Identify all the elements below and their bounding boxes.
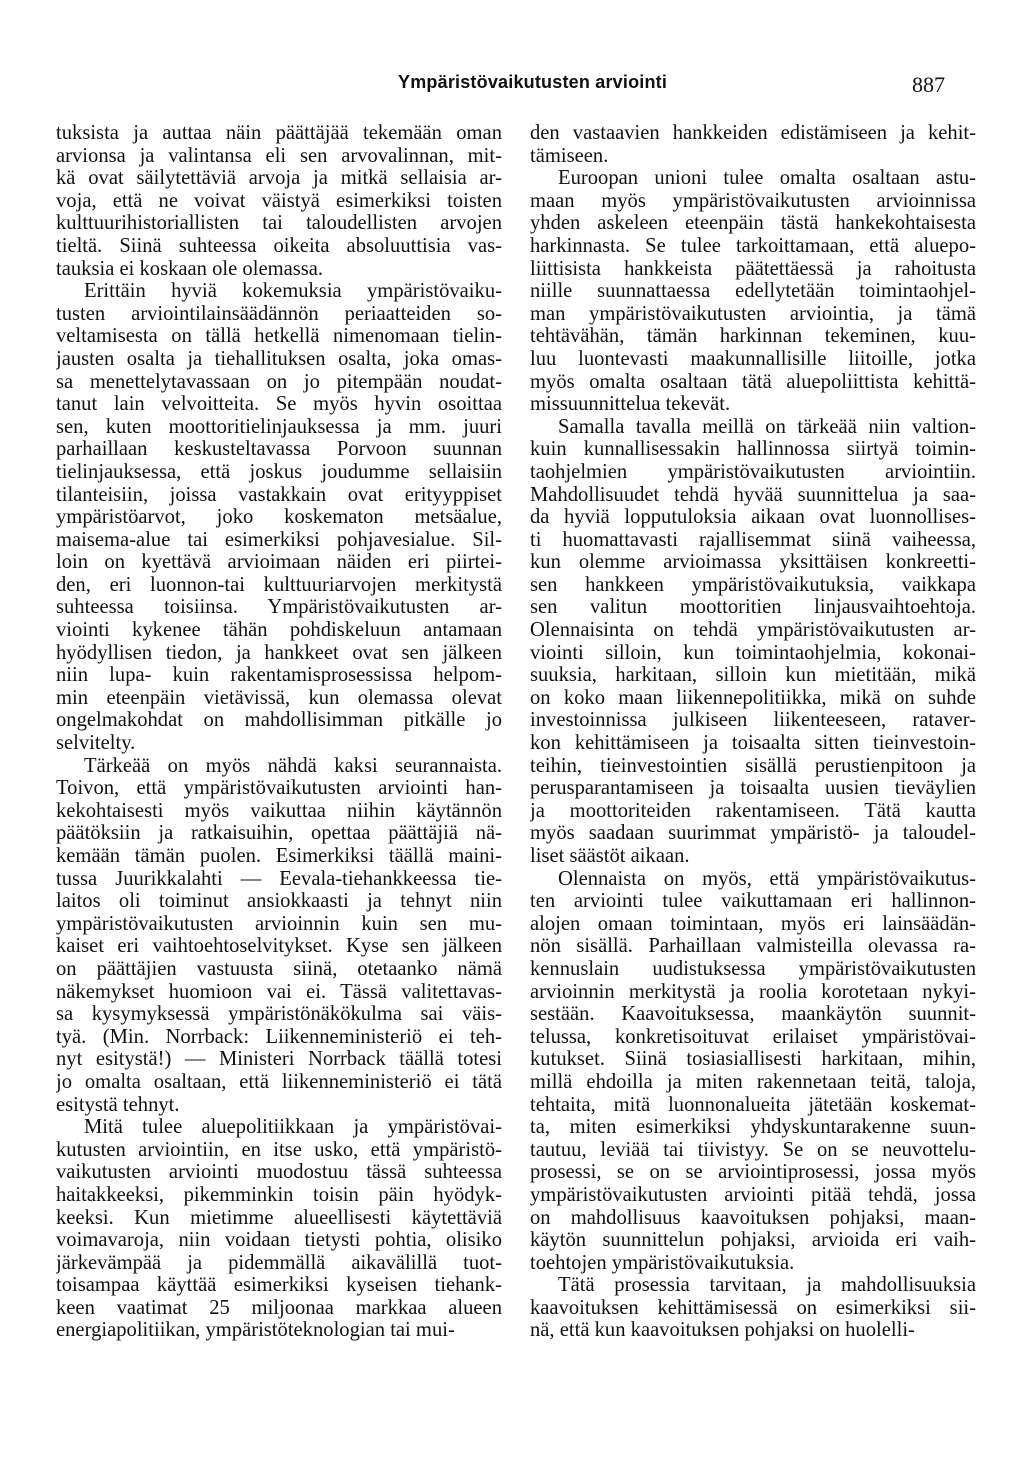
text-line: ympäristövaikutusten arviointi pitää tehdä, jossa	[530, 1183, 976, 1206]
text-line: tieltä. Siinä suhteessa oikeita absoluuttisia vas-	[56, 234, 502, 257]
running-title: Ympäristövaikutusten arviointi	[398, 72, 668, 92]
text-line: kaiset eri vaihtoehtoselvitykset. Kyse sen jälkeen	[56, 935, 502, 958]
text-line: millä ehdoilla ja miten rakennetaan teitä, taloja,	[530, 1070, 976, 1093]
text-line: maisema-alue tai esimerkiksi pohjavesialue. Sil-	[56, 528, 502, 551]
text-line: tilanteisiin, joissa vastakkain ovat erityyppiset	[56, 483, 502, 506]
text-line: suuksia, harkitaan, silloin kun mietitään, mikä	[530, 664, 976, 687]
text-line: liittisista hankkeista päätettäessä ja rahoitusta	[530, 257, 976, 280]
text-line: liset säästöt aikaan.	[530, 845, 690, 867]
page-number: 887	[912, 72, 945, 97]
text-line: niille suunnattaessa edellytetään toimintaohjel-	[530, 280, 976, 303]
text-line: Olennaisinta on tehdä ympäristövaikutusten ar-	[530, 619, 976, 642]
text-line: den vastaavien hankkeiden edistämiseen ja kehit-	[530, 122, 976, 144]
text-line: nä, että kun kaavoituksen pohjaksi on huolelli-	[530, 1319, 915, 1342]
text-line: keeksi. Kun mietimme alueellisesti käytettäviä	[56, 1206, 502, 1229]
text-line: viointi kykenee tähän pohdiskeluun antamaan	[56, 619, 502, 642]
text-line: sestään. Kaavoituksessa, maankäytön suunnit-	[530, 1003, 976, 1026]
text-line: man ympäristövaikutusten arviointia, ja tämä	[530, 302, 976, 325]
paragraph	[56, 1116, 502, 1342]
text-line: kutukset. Siinä tosiasiallisesti harkitaan, mihin,	[530, 1048, 976, 1071]
text-line: yhden askeleen eteenpäin tästä hankekohtaisesta	[530, 212, 976, 235]
text-line: ongelmakohdat on mahdollisimman pitkälle jo	[56, 709, 502, 732]
paragraph	[530, 167, 976, 416]
text-line: kekohtaisesti myös vaikuttaa niihin käytännön	[56, 799, 502, 822]
text-line: viointi silloin, kun toimintaohjelmia, kokonai-	[530, 641, 976, 664]
text-line: voja, että ne voivat väistyä esimerkiksi toisten	[56, 189, 502, 212]
text-line: hyödyllisen tiedon, ja hankkeet ovat sen jälkeen	[56, 641, 502, 664]
text-line: on koko maan liikennepolitiikka, mikä on suhde	[530, 686, 976, 709]
text-line: suhteessa toisiinsa. Ympäristövaikutusten ar-	[56, 596, 502, 619]
paragraph	[530, 122, 976, 167]
text-line: tuksista ja auttaa näin päättäjää tekemään oman	[56, 122, 502, 144]
text-line: harkinnasta. Se tulee tarkoittamaan, että aluepo-	[530, 234, 976, 257]
text-line: esitystä tehnyt.	[56, 1093, 180, 1116]
text-line: missuunnittelua tekevät.	[530, 393, 731, 416]
text-line: myös saadaan suurimmat ympäristö- ja taloudel-	[530, 822, 976, 845]
text-line: jausten osalta ja tiehallituksen osalta, joka omas-	[56, 347, 502, 370]
text-line: luu luontevasti maakunnallisille liitoille, jotka	[530, 347, 976, 370]
text-line: tämiseen.	[530, 144, 609, 167]
text-line: arvioinnin merkitystä ja roolia korotetaan nykyi-	[530, 980, 976, 1003]
text-line: da hyviä lopputuloksia aikaan ovat luonnollises-	[530, 506, 976, 529]
text-line: selvitelty.	[56, 732, 136, 755]
paragraph	[530, 1274, 976, 1342]
text-line: ympäristövaikutusten arvioinnin kuin sen mu-	[56, 912, 502, 935]
text-line: Tärkeää on myös nähdä kaksi seurannaista.	[84, 754, 502, 777]
text-line: ja moottoriteiden rakentamiseen. Tätä kautta	[530, 799, 976, 822]
text-line: niin lupa- kuin rakentamisprosessissa helpom-	[56, 664, 502, 687]
text-line: järkevämpää ja pidemmällä aikavälillä tuot-	[56, 1251, 502, 1274]
text-line: sen, kuten moottoritielinjauksessa ja mm. juuri	[56, 415, 502, 438]
text-line: min eteenpäin vietävissä, kun olemassa olevat	[56, 686, 502, 709]
text-line: tanut lain velvoitteita. Se myös hyvin osoittaa	[56, 393, 502, 416]
text-line: arvionsa ja valintansa eli sen arvovalinnan, mit-	[56, 144, 502, 167]
text-line: toisampaa käyttää esimerkiksi kyseisen tiehank-	[56, 1274, 502, 1297]
text-line: on mahdollisuus kaavoituksen pohjaksi, maan-	[530, 1206, 976, 1229]
text-line: Samalla tavalla meillä on tärkeää niin valtion-	[558, 415, 976, 438]
text-line: prosessi, se on se arviointiprosessi, jossa myös	[530, 1161, 976, 1184]
text-line: perusparantamiseen ja toisaalta uusien tieväylien	[530, 777, 976, 800]
text-line: ti huomattavasti rajallisemmat siinä vaiheessa,	[530, 528, 976, 551]
text-line: tehtävähän, tämän harkinnan tekeminen, kuu-	[530, 325, 976, 348]
text-line: teihin, tieinvestointien sisällä perustienpitoon ja	[530, 754, 976, 777]
text-line: Euroopan unioni tulee omalta osaltaan astu-	[558, 167, 976, 190]
text-line: tautuu, leviää tai tiivistyy. Se on se neuvottelu-	[530, 1138, 976, 1161]
text-line: kon kehittämiseen ja toisaalta sitten tieinvestoin-	[530, 732, 976, 755]
text-line: kuin kunnallisessakin hallinnossa siirtyä toimin-	[530, 438, 976, 461]
paragraph	[530, 868, 976, 1275]
text-line: investoinnissa julkiseen liikenteeseen, rataver-	[530, 709, 976, 732]
paragraph	[56, 122, 502, 280]
text-line: myös omalta osaltaan tätä aluepoliittista kehittä-	[530, 370, 976, 393]
text-line: kennuslain uudistuksessa ympäristövaikutusten	[530, 957, 976, 980]
paragraph	[56, 280, 502, 754]
text-line: alojen omaan toimintaan, myös eri lainsäädän-	[530, 912, 976, 935]
text-line: kemään tämän puolen. Esimerkiksi täällä maini-	[56, 845, 502, 867]
text-line: ympäristöarvot, joko koskematon metsäalue,	[56, 506, 502, 529]
text-line: kä ovat säilytettäviä arvoja ja mitkä sellaisia ar-	[56, 167, 502, 190]
text-line: toehtojen ympäristövaikutuksia.	[530, 1251, 795, 1274]
text-line: Mahdollisuudet tehdä hyvää suunnittelua ja saa-	[530, 483, 976, 506]
text-line: Erittäin hyviä kokemuksia ympäristövaiku-	[84, 280, 502, 303]
text-line: taohjelmien ympäristövaikutusten arviointiin.	[530, 460, 976, 483]
text-line: tusten arviointilainsäädännön periaatteiden so-	[56, 302, 502, 325]
text-line: Olennaista on myös, että ympäristövaikutus-	[558, 867, 976, 890]
text-line: käytön suunnittelun pohjaksi, arvioida eri vaih-	[530, 1229, 976, 1252]
text-line: näkemykset huomioon vai ei. Tässä valitettavas-	[56, 980, 502, 1003]
text-line: parhaillaan keskusteltavassa Porvoon suunnan	[56, 438, 502, 461]
text-line: Toivon, että ympäristövaikutusten arviointi han-	[56, 777, 502, 800]
text-line: den, eri luonnon-tai kulttuuriarvojen merkitystä	[56, 573, 502, 596]
text-line: nyt esitystä!) — Ministeri Norrback täällä totesi	[56, 1048, 502, 1071]
text-line: ten arviointi tulee vaikuttamaan eri hallinnon-	[530, 890, 976, 913]
text-line: kulttuurihistoriallisten tai taloudellisten arvojen	[56, 212, 502, 235]
text-line: tielinjauksessa, että joskus joudumme sellaisiin	[56, 460, 502, 483]
text-line: sen valitun moottoritien linjausvaihtoehtoja.	[530, 596, 976, 619]
paragraph	[56, 755, 502, 1117]
text-line: Tätä prosessia tarvitaan, ja mahdollisuuksia	[558, 1274, 976, 1297]
right-column	[530, 122, 976, 1462]
text-line: Mitä tulee aluepolitiikkaan ja ympäristövai-	[84, 1116, 502, 1139]
paragraph	[530, 416, 976, 868]
text-line: kutusten arviointiin, en itse usko, että ympäristö-	[56, 1138, 502, 1161]
text-line: ta, miten esimerkiksi yhdyskuntarakenne suun-	[530, 1116, 976, 1139]
text-line: tehtaita, mitä luonnonalueita jätetään koskemat-	[530, 1093, 976, 1116]
text-line: tauksia ei koskaan ole olemassa.	[56, 257, 324, 280]
text-line: maan myös ympäristövaikutusten arvioinnissa	[530, 189, 976, 212]
text-line: sen hankkeen ympäristövaikutuksia, vaikkapa	[530, 573, 976, 596]
text-line: keen vaatimat 25 miljoonaa markkaa alueen	[56, 1296, 502, 1319]
text-line: voimavaroja, niin voidaan tietysti pohtia, olisiko	[56, 1229, 502, 1252]
text-line: energiapolitiikan, ympäristöteknologian tai mui-	[56, 1319, 455, 1342]
text-line: kun olemme arvioimassa yksittäisen konkreetti-	[530, 551, 976, 574]
text-line: telussa, konkretisoituvat erilaiset ympäristövai-	[530, 1025, 976, 1048]
text-line: veltamisesta on tällä hetkellä nimenomaan tielin-	[56, 325, 502, 348]
left-column	[56, 122, 502, 1462]
text-line: laitos oli toiminut ansiokkaasti ja tehnyt niin	[56, 890, 502, 913]
text-line: vaikutusten arviointi muodostuu tässä suhteessa	[56, 1161, 502, 1184]
text-line: nön sisällä. Parhaillaan valmisteilla olevassa ra-	[530, 935, 976, 958]
text-line: loin on kyettävä arvioimaan näiden eri piirtei-	[56, 551, 502, 574]
text-line: sa kysymyksessä ympäristönäkökulma sai väis-	[56, 1003, 502, 1026]
text-line: jo omalta osaltaan, että liikenneministeriö ei tätä	[56, 1070, 502, 1093]
text-line: päätöksiin ja ratkaisuihin, opettaa päättäjiä nä-	[56, 822, 502, 845]
running-header	[0, 72, 1024, 102]
text-line: on päättäjien vastuusta siinä, otetaanko nämä	[56, 957, 502, 980]
text-line: tyä. (Min. Norrback: Liikenneministeriö ei teh-	[56, 1025, 502, 1048]
text-line: haitakkeeksi, pikemminkin toisin päin hyödyk-	[56, 1183, 502, 1206]
text-line: kaavoituksen kehittämisessä on esimerkiksi sii-	[530, 1296, 976, 1319]
text-line: tussa Juurikkalahti — Eevala-tiehankkeessa tie-	[56, 867, 502, 890]
text-line: sa menettelytavassaan on jo pitempään noudat-	[56, 370, 502, 393]
